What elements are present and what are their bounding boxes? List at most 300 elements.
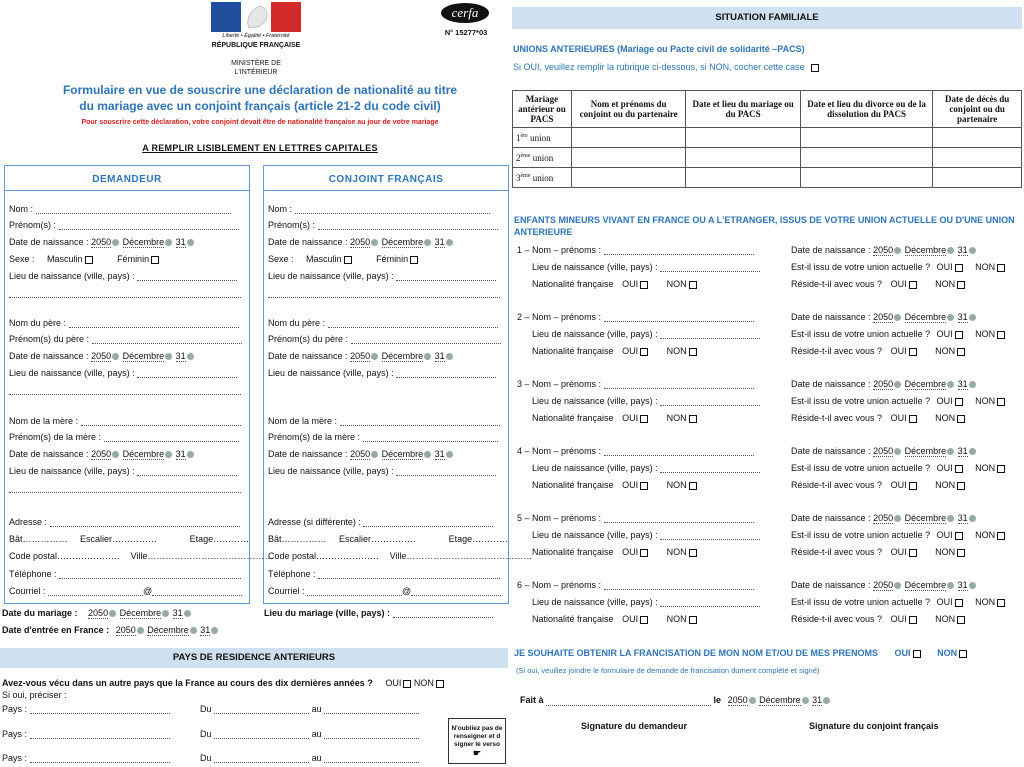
- birthdate-label: Date de naissance :: [268, 351, 348, 361]
- francisation-oui-checkbox[interactable]: [913, 650, 921, 658]
- demandeur-courriel-field-b[interactable]: [152, 587, 242, 596]
- child-reside-non-checkbox[interactable]: [957, 281, 965, 289]
- child-nat-oui-label: OUI: [622, 547, 639, 557]
- demandeur-nom-pere-field[interactable]: [69, 319, 239, 328]
- cmere-birth-month[interactable]: Décembre: [381, 449, 424, 459]
- sig-conjoint[interactable]: Signature du conjoint français: [809, 721, 939, 731]
- escalier-field[interactable]: Escalier……………: [80, 534, 158, 544]
- child-birth-month[interactable]: Décembre: [904, 379, 947, 389]
- entree-year[interactable]: 2050: [115, 625, 136, 635]
- child-birth-month[interactable]: Décembre: [904, 446, 947, 456]
- child-issu-oui-checkbox[interactable]: [955, 532, 963, 540]
- union-sup: ème: [520, 172, 531, 179]
- demandeur-adresse-row: [9, 517, 240, 527]
- child-birth-day[interactable]: 31: [957, 312, 968, 322]
- demandeur-mere-birth-row: [9, 449, 195, 460]
- child-birthdate-label: Date de naissance :: [791, 312, 871, 322]
- demandeur-mere-lieu-row: [9, 466, 237, 476]
- child-nat-non-label: NON: [666, 547, 687, 557]
- child-reside-oui-label: OUI: [890, 346, 907, 356]
- year-spinner-icon[interactable]: [112, 239, 119, 246]
- mariage-month[interactable]: Décembre: [119, 608, 162, 618]
- child-issu-non-checkbox[interactable]: [997, 532, 1005, 540]
- child-issu-oui-checkbox[interactable]: [955, 599, 963, 607]
- child-nat-oui-checkbox[interactable]: [640, 616, 648, 624]
- month-spinner-icon[interactable]: [947, 381, 954, 388]
- cmere-lieu-field[interactable]: [396, 467, 496, 476]
- francisation-title: JE SOUHAITE OBTENIR LA FRANCISATION DE MON NOM ET/OU DE MES PRENOMS: [514, 648, 879, 658]
- demandeur-masculin-checkbox[interactable]: [85, 256, 93, 264]
- conjoint-tel-field[interactable]: [318, 570, 500, 579]
- child-birthdate-label: Date de naissance :: [791, 446, 871, 456]
- child-lieu-field[interactable]: [660, 330, 760, 339]
- month-spinner-icon[interactable]: [165, 239, 172, 246]
- prenom-mere-label: Prénom(s) de la mère :: [268, 432, 361, 442]
- pays-field-1[interactable]: [30, 705, 170, 714]
- day-spinner-icon[interactable]: [969, 582, 976, 589]
- child-lieu-field[interactable]: [660, 531, 760, 540]
- month-spinner-icon[interactable]: [165, 353, 172, 360]
- day-spinner-icon[interactable]: [187, 239, 194, 246]
- child-nat-oui-checkbox[interactable]: [640, 482, 648, 490]
- child-name-field[interactable]: [604, 581, 754, 590]
- sexe-label: Sexe :: [268, 254, 294, 264]
- child-issu-label: Est-il issu de votre union actuelle ?: [791, 463, 931, 473]
- child-birth-month[interactable]: Décembre: [904, 245, 947, 255]
- conjoint-courriel-field-a[interactable]: [307, 587, 402, 596]
- month-spinner-icon[interactable]: [947, 515, 954, 522]
- table-row: [513, 168, 1022, 188]
- du-field-1[interactable]: [214, 705, 309, 714]
- child-issu-non-label: NON: [975, 329, 996, 339]
- entree-month[interactable]: Décembre: [147, 625, 189, 635]
- union-cell[interactable]: [571, 128, 686, 148]
- pere-birth-year[interactable]: 2050: [91, 351, 112, 361]
- child-issu-oui-label: OUI: [936, 396, 953, 406]
- au-field-1[interactable]: [324, 705, 419, 714]
- francisation-non-checkbox[interactable]: [959, 650, 967, 658]
- pays-field-3[interactable]: [30, 754, 170, 763]
- child-reside-oui-checkbox[interactable]: [909, 616, 917, 624]
- courriel-label: Courriel :: [9, 586, 46, 596]
- month-spinner-icon[interactable]: [947, 582, 954, 589]
- union-sup: ème: [520, 152, 531, 159]
- cmere-birth-year[interactable]: 2050: [350, 449, 371, 459]
- child-reside-row: [791, 346, 965, 356]
- child-birth-day[interactable]: 31: [957, 245, 968, 255]
- union-cell[interactable]: [800, 168, 932, 188]
- child-name-label: – Nom – prénoms :: [524, 446, 602, 456]
- child-birth-day[interactable]: 31: [957, 580, 968, 590]
- child-issu-oui-checkbox[interactable]: [955, 331, 963, 339]
- child-name-field[interactable]: [604, 380, 754, 389]
- table-row: [513, 128, 1022, 148]
- child-birth-month[interactable]: Décembre: [904, 580, 947, 590]
- day-spinner-icon[interactable]: [184, 610, 191, 617]
- demandeur-tel-field[interactable]: [59, 570, 241, 579]
- cpere-birth-month[interactable]: Décembre: [381, 351, 424, 361]
- demandeur-prenoms-field[interactable]: [59, 221, 239, 230]
- child-birth-year[interactable]: 2050: [873, 580, 894, 590]
- demandeur-cp-row: [9, 551, 273, 561]
- child-issu-row: [791, 530, 1005, 540]
- child-birth-day[interactable]: 31: [957, 513, 968, 523]
- year-spinner-icon[interactable]: [371, 353, 378, 360]
- ville-field[interactable]: Ville……………………………………: [389, 551, 533, 561]
- etage-field[interactable]: Etage…………: [448, 534, 509, 544]
- child-issu-oui-label: OUI: [936, 463, 953, 473]
- child-reside-oui-label: OUI: [890, 279, 907, 289]
- child-issu-oui-checkbox[interactable]: [955, 465, 963, 473]
- day-spinner-icon[interactable]: [446, 451, 453, 458]
- demandeur-courriel-field-a[interactable]: [48, 587, 143, 596]
- month-spinner-icon[interactable]: [162, 610, 169, 617]
- year-spinner-icon[interactable]: [749, 697, 756, 704]
- conjoint-masculin-checkbox[interactable]: [344, 256, 352, 264]
- child-name-row: [517, 379, 754, 389]
- child-reside-non-checkbox[interactable]: [957, 482, 965, 490]
- day-spinner-icon[interactable]: [211, 627, 218, 634]
- child-lieu-field[interactable]: [660, 464, 760, 473]
- year-spinner-icon[interactable]: [894, 582, 901, 589]
- month-spinner-icon[interactable]: [424, 353, 431, 360]
- demandeur-feminin-checkbox[interactable]: [151, 256, 159, 264]
- child-reside-oui-checkbox[interactable]: [909, 482, 917, 490]
- year-spinner-icon[interactable]: [371, 239, 378, 246]
- child-name-field[interactable]: [604, 313, 754, 322]
- child-reside-oui-label: OUI: [890, 413, 907, 423]
- child-issu-non-checkbox[interactable]: [997, 465, 1005, 473]
- escalier-field[interactable]: Escalier……………: [339, 534, 417, 544]
- day-spinner-icon[interactable]: [969, 448, 976, 455]
- month-spinner-icon[interactable]: [947, 314, 954, 321]
- demandeur-lieu-cont: [9, 288, 241, 298]
- day-spinner-icon[interactable]: [823, 697, 830, 704]
- child-name-label: – Nom – prénoms :: [524, 580, 602, 590]
- year-spinner-icon[interactable]: [894, 381, 901, 388]
- pere-lieu-field-2[interactable]: [9, 386, 241, 395]
- conjoint-adresse-row: [268, 517, 493, 527]
- union-cell[interactable]: [800, 148, 932, 168]
- demandeur-prenom-pere-field[interactable]: [92, 335, 242, 344]
- child-reside-row: [791, 480, 965, 490]
- pere-lieu-field[interactable]: [137, 369, 237, 378]
- child-reside-non-checkbox[interactable]: [957, 549, 965, 557]
- child-issu-non-checkbox[interactable]: [997, 599, 1005, 607]
- year-spinner-icon[interactable]: [137, 627, 144, 634]
- unions-instruction: Si OUI, veuillez remplir la rubrique ci-dessous, si NON, cocher cette case: [513, 62, 805, 72]
- mariage-date-row: [2, 608, 192, 619]
- child-name-field[interactable]: [604, 514, 754, 523]
- demandeur-nom-field[interactable]: [36, 205, 231, 214]
- year-spinner-icon[interactable]: [894, 314, 901, 321]
- union-label: [513, 168, 572, 188]
- demandeur-adresse-field[interactable]: [50, 518, 240, 527]
- child-birth-year[interactable]: 2050: [873, 513, 894, 523]
- mariage-year[interactable]: 2050: [88, 608, 109, 618]
- mere-birth-day[interactable]: 31: [175, 449, 186, 459]
- conjoint-prenom-mere-field[interactable]: [363, 433, 498, 442]
- child-birth-year[interactable]: 2050: [873, 379, 894, 389]
- mariage-lieu-field[interactable]: [393, 609, 493, 618]
- du-label: Du: [200, 753, 212, 763]
- month-spinner-icon[interactable]: [947, 448, 954, 455]
- francisation-row: [514, 648, 967, 658]
- union-cell[interactable]: [686, 168, 800, 188]
- day-spinner-icon[interactable]: [187, 353, 194, 360]
- demandeur-nom-mere-field[interactable]: [81, 417, 241, 426]
- child-reside-non-label: NON: [935, 614, 956, 624]
- conjoint-prenoms-field[interactable]: [318, 221, 498, 230]
- demandeur-prenoms-row: [9, 220, 239, 230]
- union-cell[interactable]: [571, 168, 686, 188]
- child-nat-label: Nationalité française: [532, 547, 614, 557]
- child-nat-oui-checkbox[interactable]: [640, 415, 648, 423]
- month-spinner-icon[interactable]: [165, 451, 172, 458]
- sexe-label: Sexe :: [9, 254, 35, 264]
- francisation-oui-label: OUI: [894, 648, 911, 658]
- demandeur-birth-month[interactable]: Décembre: [122, 237, 165, 247]
- child-nat-oui-label: OUI: [622, 346, 639, 356]
- child-issu-oui-checkbox[interactable]: [955, 264, 963, 272]
- child-nat-row: [532, 279, 697, 289]
- mere-lieu-cont: [9, 483, 241, 493]
- sig-demandeur[interactable]: Signature du demandeur: [581, 721, 688, 731]
- bat-field[interactable]: Bât……………: [9, 534, 68, 544]
- child-nat-row: [532, 614, 697, 624]
- child-lieu-field[interactable]: [660, 263, 760, 272]
- day-spinner-icon[interactable]: [969, 381, 976, 388]
- pays-label: Pays :: [2, 704, 28, 714]
- cpere-birth-day[interactable]: 31: [434, 351, 445, 361]
- child-nat-non-checkbox[interactable]: [689, 281, 697, 289]
- union-cell[interactable]: [800, 128, 932, 148]
- conjoint-prenom-pere-field[interactable]: [351, 335, 501, 344]
- at-sign: @: [402, 586, 412, 596]
- pere-birth-day[interactable]: 31: [175, 351, 186, 361]
- conjoint-nom-field[interactable]: [295, 205, 490, 214]
- unions-title: UNIONS ANTERIEURES (Mariage ou Pacte civil de solidarité –PACS): [513, 44, 805, 54]
- child-birth-year[interactable]: 2050: [873, 446, 894, 456]
- day-spinner-icon[interactable]: [187, 451, 194, 458]
- child-nat-non-checkbox[interactable]: [689, 415, 697, 423]
- day-spinner-icon[interactable]: [446, 239, 453, 246]
- year-spinner-icon[interactable]: [894, 448, 901, 455]
- child-birth-year[interactable]: 2050: [873, 312, 894, 322]
- mere-lieu-field-2[interactable]: [9, 484, 241, 493]
- child-birth-day[interactable]: 31: [957, 379, 968, 389]
- entree-day[interactable]: 31: [200, 625, 211, 635]
- fait-month[interactable]: Décembre: [759, 695, 801, 705]
- child-nat-row: [532, 413, 697, 423]
- union-cell[interactable]: [686, 128, 800, 148]
- month-spinner-icon[interactable]: [190, 627, 197, 634]
- conjoint-adresse-field[interactable]: [363, 518, 493, 527]
- child-nat-non-checkbox[interactable]: [689, 549, 697, 557]
- demandeur-lieu-field-2[interactable]: [9, 289, 241, 298]
- child-lieu-field[interactable]: [660, 397, 760, 406]
- pays-non-checkbox[interactable]: [436, 680, 444, 688]
- birthdate-label: Date de naissance :: [268, 237, 348, 247]
- conjoint-birth-year[interactable]: 2050: [350, 237, 371, 247]
- cpere-birth-year[interactable]: 2050: [350, 351, 371, 361]
- day-spinner-icon[interactable]: [969, 314, 976, 321]
- conjoint-lieu-field[interactable]: [396, 272, 496, 281]
- child-name-label: – Nom – prénoms :: [524, 312, 602, 322]
- child-nat-oui-checkbox[interactable]: [640, 549, 648, 557]
- demandeur-birth-year[interactable]: 2050: [91, 237, 112, 247]
- year-spinner-icon[interactable]: [109, 610, 116, 617]
- demandeur-nom-row: [9, 204, 231, 214]
- etage-field[interactable]: Etage…………: [189, 534, 250, 544]
- mariage-day[interactable]: 31: [172, 608, 183, 618]
- year-spinner-icon[interactable]: [894, 247, 901, 254]
- conjoint-nom-mere-field[interactable]: [340, 417, 500, 426]
- unions-none-checkbox[interactable]: [811, 64, 819, 72]
- conjoint-nom-pere-field[interactable]: [328, 319, 498, 328]
- child-issu-non-checkbox[interactable]: [997, 264, 1005, 272]
- fait-day[interactable]: 31: [812, 695, 823, 705]
- verso-note: [448, 718, 506, 764]
- day-spinner-icon[interactable]: [446, 353, 453, 360]
- fait-label: Fait à: [520, 695, 544, 705]
- nom-pere-label: Nom du père :: [268, 318, 326, 328]
- child-reside-oui-checkbox[interactable]: [909, 348, 917, 356]
- cerfa-logo-text: cerfa: [451, 5, 479, 20]
- year-spinner-icon[interactable]: [112, 353, 119, 360]
- motto: Liberté • Égalité • Fraternité: [222, 33, 290, 39]
- child-reside-oui-checkbox[interactable]: [909, 415, 917, 423]
- demandeur-prenom-mere-field[interactable]: [104, 433, 239, 442]
- union-cell[interactable]: [933, 148, 1022, 168]
- child-lieu-row: [532, 396, 760, 406]
- conjoint-sexe-row: [268, 254, 418, 264]
- month-spinner-icon[interactable]: [424, 239, 431, 246]
- conjoint-birthdate-row: [268, 237, 454, 248]
- union-cell[interactable]: [571, 148, 686, 168]
- child-issu-oui-label: OUI: [936, 329, 953, 339]
- child-nat-non-label: NON: [666, 279, 687, 289]
- union-num: 2: [516, 152, 521, 163]
- month-spinner-icon[interactable]: [802, 697, 809, 704]
- year-spinner-icon[interactable]: [112, 451, 119, 458]
- du-label: Du: [200, 704, 212, 714]
- child-reside-non-checkbox[interactable]: [957, 616, 965, 624]
- conjoint-birth-month[interactable]: Décembre: [381, 237, 424, 247]
- pays-label: Pays :: [2, 729, 28, 739]
- child-birth-month[interactable]: Décembre: [904, 513, 947, 523]
- year-spinner-icon[interactable]: [371, 451, 378, 458]
- au-field-3[interactable]: [324, 754, 419, 763]
- ville-field[interactable]: Ville……………………………………: [130, 551, 274, 561]
- day-spinner-icon[interactable]: [969, 515, 976, 522]
- bat-field[interactable]: Bât……………: [268, 534, 327, 544]
- child-reside-non-label: NON: [935, 547, 956, 557]
- union-cell[interactable]: [933, 168, 1022, 188]
- conjoint-feminin-checkbox[interactable]: [410, 256, 418, 264]
- conjoint-mere-row: [268, 416, 500, 426]
- child-lieu-row: [532, 597, 760, 607]
- child-nat-non-checkbox[interactable]: [689, 348, 697, 356]
- prenom-pere-label: Prénom(s) du père :: [268, 334, 349, 344]
- child-birth-day[interactable]: 31: [957, 446, 968, 456]
- demandeur-courriel-row: [9, 586, 242, 596]
- au-field-2[interactable]: [324, 730, 419, 739]
- demandeur-lieu-field[interactable]: [137, 272, 237, 281]
- child-issu-non-checkbox[interactable]: [997, 331, 1005, 339]
- code-postal-field[interactable]: Code postal…………………: [268, 551, 380, 561]
- cpere-lieu-field[interactable]: [396, 369, 496, 378]
- cerfa-logo: [441, 3, 489, 23]
- child-name-field[interactable]: [604, 246, 754, 255]
- day-spinner-icon[interactable]: [969, 247, 976, 254]
- cerfa-number: N° 15277*03: [444, 28, 488, 37]
- demandeur-pere-row: [9, 318, 239, 328]
- conjoint-birth-day[interactable]: 31: [434, 237, 445, 247]
- month-spinner-icon[interactable]: [947, 247, 954, 254]
- child-issu-oui-checkbox[interactable]: [955, 398, 963, 406]
- year-spinner-icon[interactable]: [894, 515, 901, 522]
- pays-row-1: [2, 704, 419, 714]
- child-issu-row: [791, 262, 1005, 272]
- fait-year[interactable]: 2050: [727, 695, 748, 705]
- entree-date-label: Date d'entrée en France :: [2, 625, 110, 635]
- child-birthdate-row: [791, 379, 977, 390]
- child-reside-oui-checkbox[interactable]: [909, 549, 917, 557]
- conjoint-lieu-field-2[interactable]: [268, 289, 500, 298]
- mere-birth-year[interactable]: 2050: [91, 449, 112, 459]
- lieu-label: Lieu de naissance (ville, pays) :: [9, 368, 135, 378]
- child-lieu-field[interactable]: [660, 598, 760, 607]
- lieu-label: Lieu de naissance (ville, pays) :: [9, 466, 135, 476]
- code-postal-field[interactable]: Code postal…………………: [9, 551, 121, 561]
- pays-oui-checkbox[interactable]: [403, 680, 411, 688]
- fait-field[interactable]: [546, 697, 711, 706]
- conjoint-pere-lieu-row: [268, 368, 496, 378]
- child-name-field[interactable]: [604, 447, 754, 456]
- masculin-label: Masculin: [47, 254, 83, 264]
- child-birth-year[interactable]: 2050: [873, 245, 894, 255]
- child-issu-non-checkbox[interactable]: [997, 398, 1005, 406]
- mere-lieu-field[interactable]: [137, 467, 237, 476]
- demandeur-birth-day[interactable]: 31: [175, 237, 186, 247]
- child-issu-non-label: NON: [975, 396, 996, 406]
- child-birth-month[interactable]: Décembre: [904, 312, 947, 322]
- child-lieu-row: [532, 530, 760, 540]
- child-reside-oui-checkbox[interactable]: [909, 281, 917, 289]
- child-number: 2: [517, 312, 523, 322]
- child-nat-non-checkbox[interactable]: [689, 482, 697, 490]
- conjoint-courriel-field-b[interactable]: [411, 587, 501, 596]
- month-spinner-icon[interactable]: [424, 451, 431, 458]
- union-word: union: [530, 132, 551, 143]
- du-field-2[interactable]: [214, 730, 309, 739]
- child-reside-non-checkbox[interactable]: [957, 415, 965, 423]
- pere-birth-month[interactable]: Décembre: [122, 351, 165, 361]
- union-cell[interactable]: [933, 128, 1022, 148]
- child-issu-label: Est-il issu de votre union actuelle ?: [791, 530, 931, 540]
- pays-field-2[interactable]: [30, 730, 170, 739]
- mere-birth-month[interactable]: Décembre: [122, 449, 165, 459]
- child-nat-non-checkbox[interactable]: [689, 616, 697, 624]
- du-field-3[interactable]: [214, 754, 309, 763]
- child-nat-oui-checkbox[interactable]: [640, 281, 648, 289]
- union-cell[interactable]: [686, 148, 800, 168]
- child-reside-non-checkbox[interactable]: [957, 348, 965, 356]
- union-label: [513, 128, 572, 148]
- cmere-birth-day[interactable]: 31: [434, 449, 445, 459]
- child-nat-oui-checkbox[interactable]: [640, 348, 648, 356]
